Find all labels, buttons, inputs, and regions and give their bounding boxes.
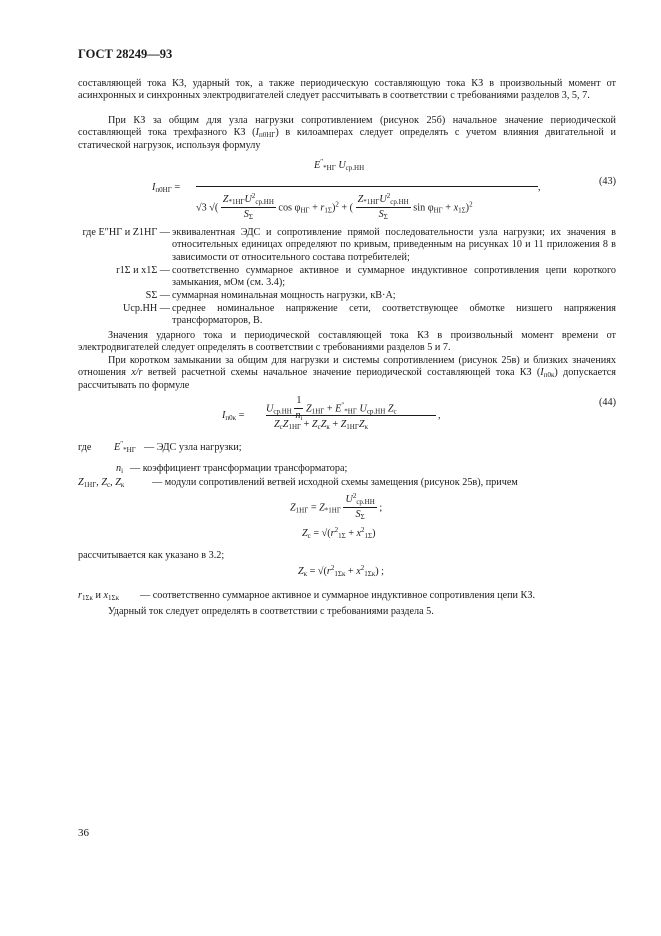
- paragraph-2: При КЗ за общим для узла нагрузки сопротивлением (рисунок 25б) начальное значение периодической составляющей тока трехфазного КЗ $(I_{п0НГ})$ в килоамперах следует определять с учетом влияния двигательной и статической нагрузок, используя формулу: [78, 115, 616, 151]
- definition-label: r1Σ и x1Σ —: [116, 265, 170, 276]
- paragraph-5: рассчитывается как указано в 3.2;: [78, 550, 225, 561]
- formula-zk: $Z_к = √(r^2_{1\Sigma к} + x^2_{1\Sigma к})$ ;: [298, 564, 384, 578]
- definition-text: — ЭДС узла нагрузки;: [144, 442, 242, 453]
- paragraph-3: Значения ударного тока и периодической составляющей тока КЗ в произвольный момент времени от электродвигателей следует определять в соответствии с требованиями разделов 5 и 7.: [78, 330, 616, 354]
- formula-43: $I_{п0НГ}$ = $E''_{*НГ}$ $U_{ср.НН}$ √3 √( $\frac{Z_{*1НГ}U^2_{ср.НН}}{S_\Sigma}$ $\cos \varphi_{НГ} + r_{1\Sigma})^2$ + ( $\frac{Z_{*1НГ}U^2_{ср.НН}}{S_\Sigma}$ $\sin \varphi_{НГ} + x_{1\Sigma})^2$ ,: [152, 158, 541, 222]
- definition-text: — соответственно суммарное активное и суммарное индуктивное сопротивления цепи КЗ.: [140, 590, 535, 601]
- equation-number-44: (44): [599, 397, 616, 408]
- definition-text: соответственно суммарное активное и суммарное индуктивное сопротивления цепи короткого замыкания, мОм (см. 3.4);: [172, 265, 616, 289]
- definition-label: Uср.НН —: [123, 303, 170, 314]
- definition-label: SΣ —: [145, 290, 170, 301]
- definition-text: суммарная номинальная мощность нагрузки, кВ·А;: [172, 290, 396, 301]
- paragraph-1: составляющей тока КЗ, ударный ток, а также периодическую составляющую тока КЗ в произвольный момент от асинхронных и синхронных электродвигателей следует рассчитывать в соответствии с требованиями разделов 3, 5, 7.: [78, 78, 616, 102]
- definition-text: среднее номинальное напряжение сети, соответствующее обмотке низшего напряжения трансформаторов, В.: [172, 303, 616, 327]
- definition-text: — модули сопротивлений ветвей исходной схемы замещения (рисунок 25в), причем: [152, 477, 518, 488]
- paragraph-6: Ударный ток следует определять в соответствии с требованиями раздела 5.: [108, 606, 434, 617]
- formula-44: $I_{п0к}$ = $U_{ср.НН}$ $\frac{1}{n_i}$ $Z_{1НГ} + E''_{*НГ}$ $U_{ср.НН}$ $Z_с$ $Z_сZ_{1НГ} + Z_сZ_к + Z_{1НГ}Z_к$ ,: [222, 395, 441, 431]
- paragraph-4: При коротком замыкании за общим для нагрузки и системы сопротивлением (рисунок 25в) и близких значениях отношения x/r ветвей расчетной схемы начальное значение периодической составляющей тока КЗ $(I_{п0к})$ допускается рассчитывать по формуле: [78, 355, 616, 391]
- formula-zc: $Z_с = √(r^2_{1\Sigma} + x^2_{1\Sigma})$: [302, 526, 376, 540]
- definition-text: эквивалентная ЭДС и сопротивление прямой последовательности узла нагрузки; их значения в относительных единицах определяют по кривым, приведенным на рисунках 10 и 11 приложения 8 в зависимости от относительного состава потребителей;: [172, 227, 616, 263]
- definition-label: где E″НГ и Z1НГ —: [82, 227, 170, 238]
- definition-text: — коэффициент трансформации трансформатора;: [130, 463, 348, 474]
- equation-number-43: (43): [599, 176, 616, 187]
- document-header: ГОСТ 28249—93: [78, 47, 173, 61]
- page-number: 36: [78, 827, 89, 839]
- formula-z1ng: $Z_{1НГ} = Z_{*1НГ}$ $\frac{U^2_{ср.НН}}{S_\Sigma}$ ;: [290, 492, 383, 522]
